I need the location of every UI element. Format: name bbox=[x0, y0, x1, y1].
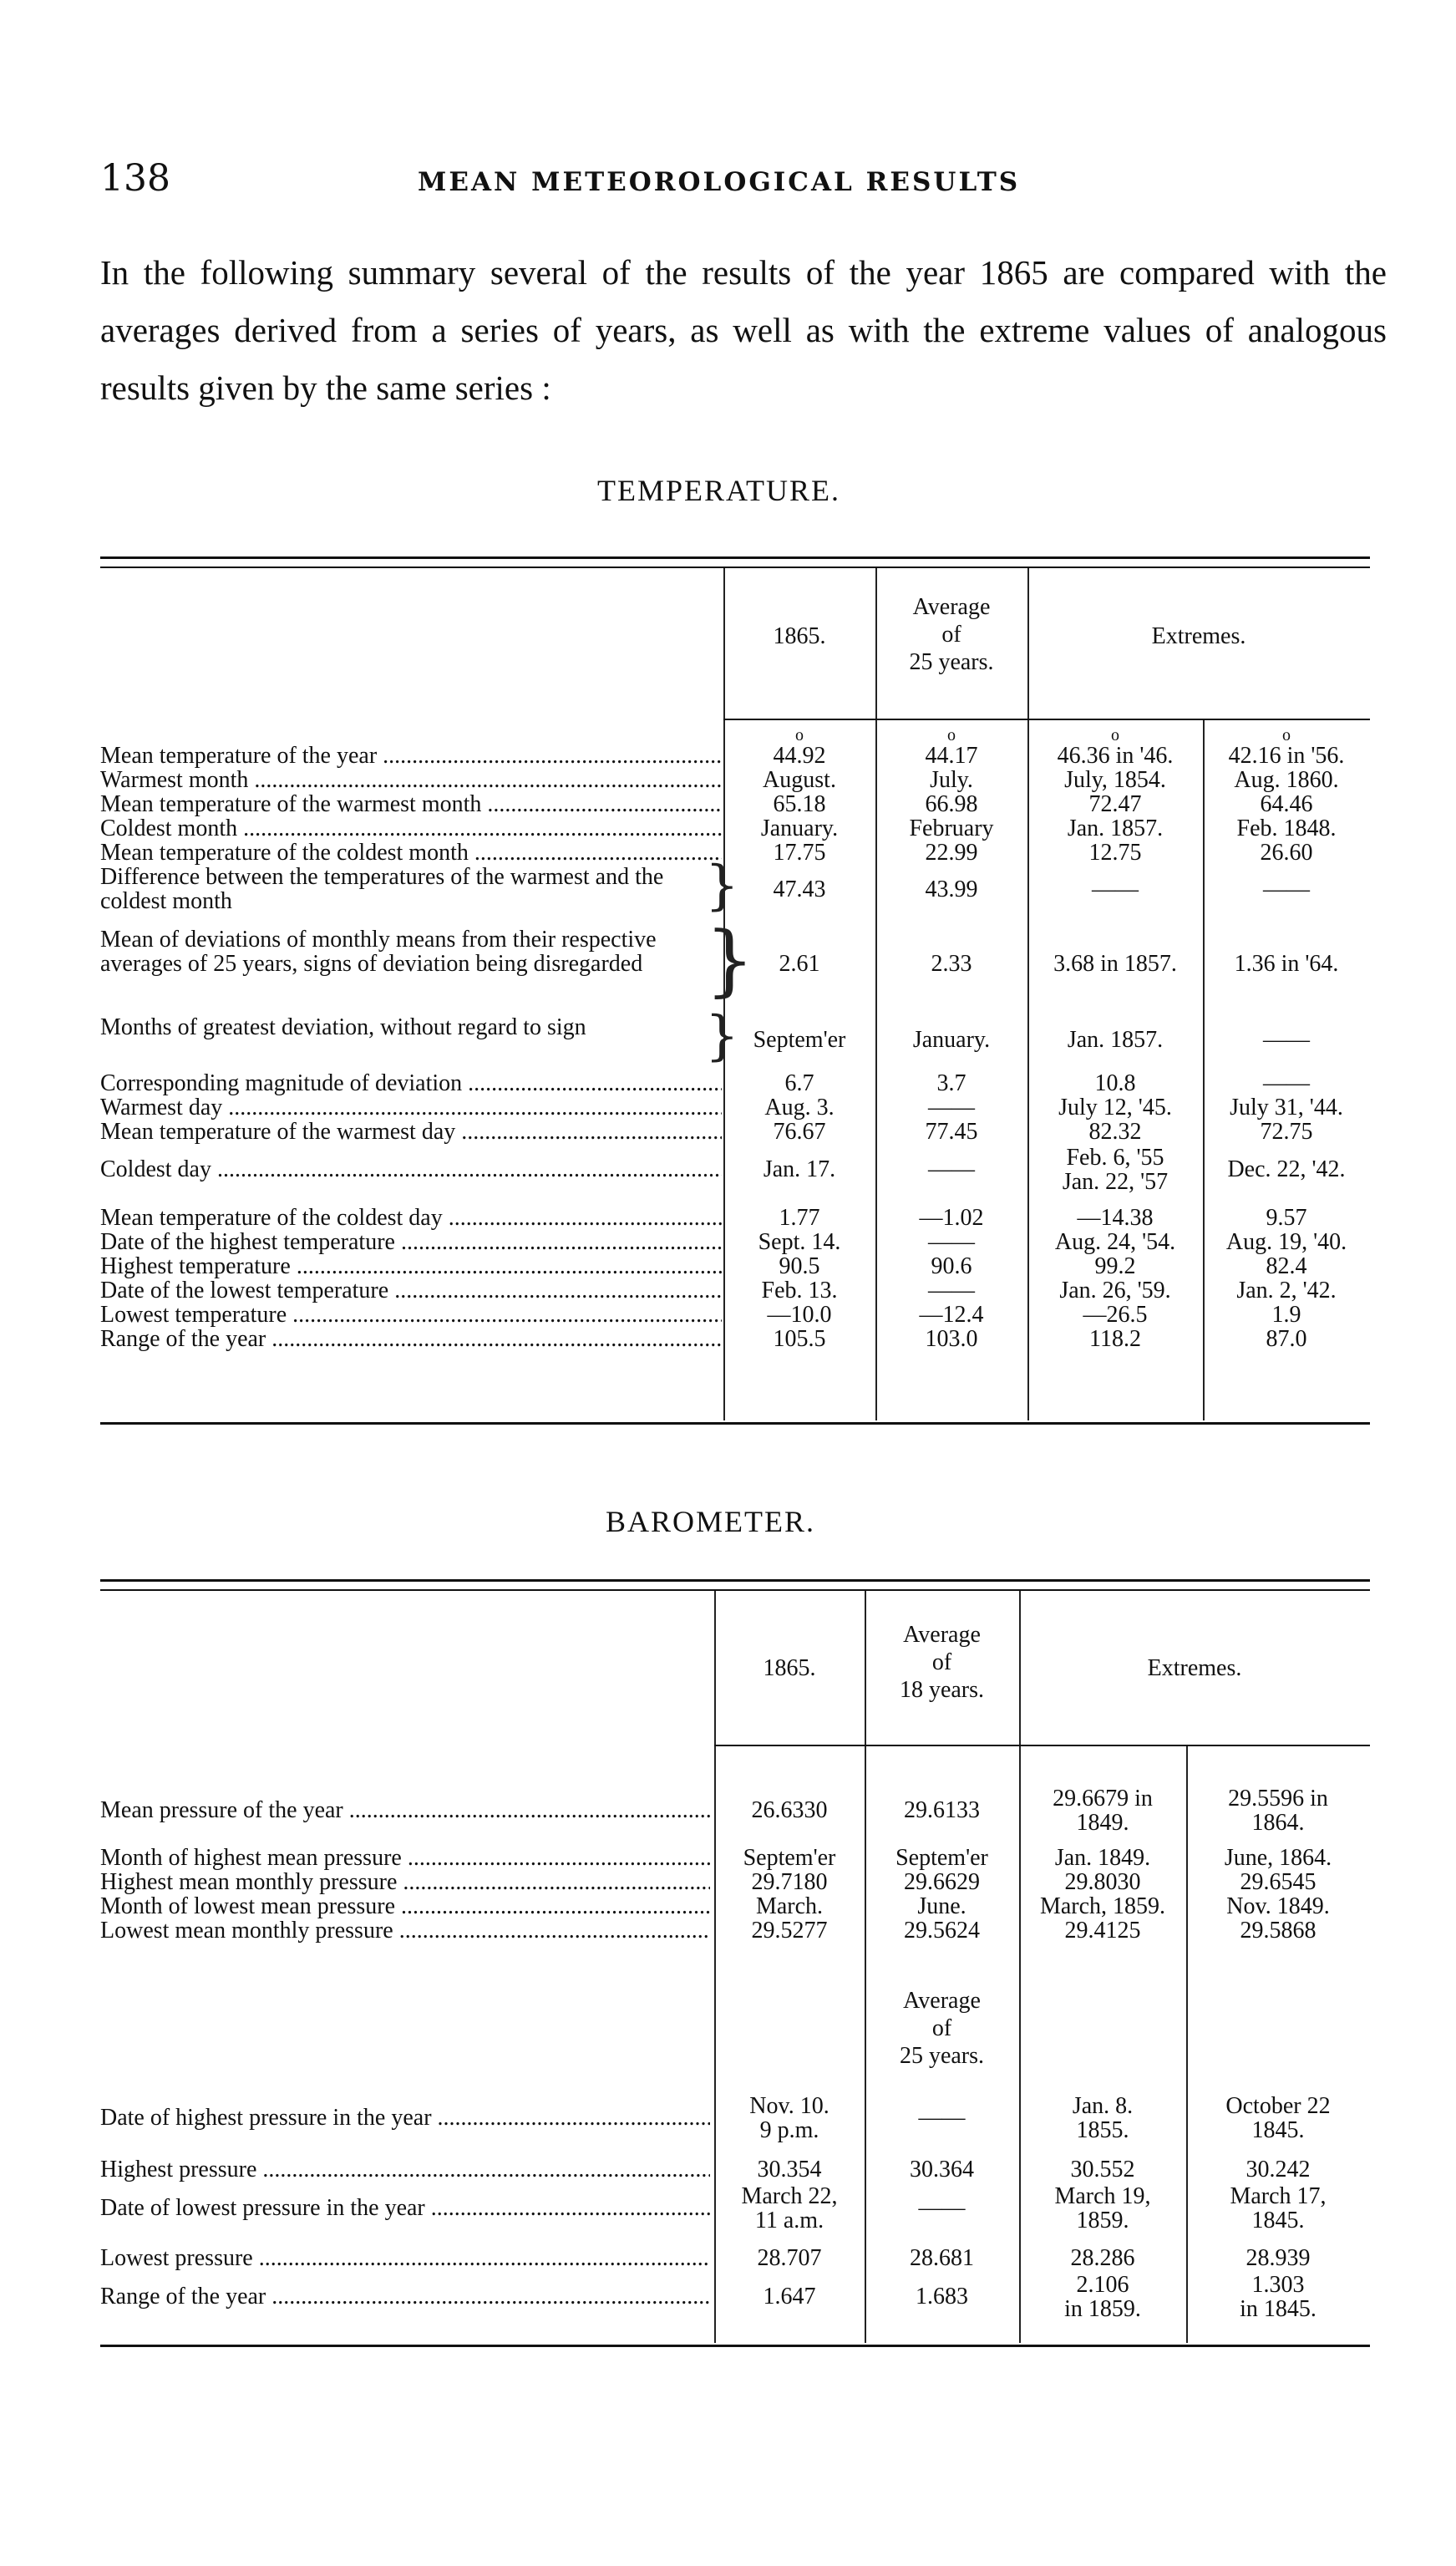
cell-ext1: 10.8 bbox=[1094, 1070, 1136, 1096]
col-header-average: Average of 18 years. bbox=[899, 1622, 985, 1703]
row-label: Month of highest mean pressure ..... bbox=[100, 1846, 710, 1870]
row-label: Coldest month ..... bbox=[100, 816, 722, 841]
cell-ext2: October 22 1845. bbox=[1225, 2092, 1331, 2143]
cell-ext2: June, 1864. bbox=[1224, 1845, 1332, 1871]
cell-ext1: Aug. 24, '54. bbox=[1054, 1229, 1176, 1255]
cell-ext1: 29.6679 in 1849. bbox=[1053, 1785, 1153, 1836]
cell-y1865: Feb. 13. bbox=[761, 1278, 838, 1303]
cell-ext1: 29.8030 bbox=[1064, 1869, 1141, 1895]
cell-y1865: Sept. 14. bbox=[758, 1229, 841, 1255]
degree-mark: o bbox=[795, 726, 804, 744]
col-header-average-25: Average of 25 years. bbox=[899, 1988, 985, 2069]
col-header-extremes: Extremes. bbox=[1151, 623, 1246, 649]
row-label: Difference between the temperatures of the warmest and the coldest month bbox=[100, 865, 664, 913]
row-label: Date of the lowest temperature ..... bbox=[100, 1278, 722, 1303]
cell-ext2: 42.16 in '56. bbox=[1228, 743, 1345, 769]
cell-ext1: 72.47 bbox=[1088, 791, 1142, 817]
header-rule bbox=[714, 1745, 1370, 1746]
cell-y1865: 2.61 bbox=[779, 951, 820, 977]
cell-y1865: 76.67 bbox=[773, 1119, 826, 1145]
cell-ext2: 30.242 bbox=[1245, 2157, 1311, 2182]
cell-ext1: 82.32 bbox=[1088, 1119, 1142, 1145]
cell-ext2: Aug. 19, '40. bbox=[1225, 1229, 1347, 1255]
cell-avg: —12.4 bbox=[919, 1302, 984, 1328]
cell-ext1: 118.2 bbox=[1089, 1326, 1141, 1352]
cell-ext1: Feb. 6, '55 Jan. 22, '57 bbox=[1062, 1144, 1169, 1195]
cell-y1865: 65.18 bbox=[773, 791, 826, 817]
cell-avg: July. bbox=[930, 767, 973, 793]
row-label: Lowest temperature ..... bbox=[100, 1303, 722, 1327]
col-header-1865: 1865. bbox=[763, 1655, 816, 1681]
cell-avg: 29.6629 bbox=[904, 1869, 980, 1895]
cell-y1865: —10.0 bbox=[767, 1302, 832, 1328]
cell-ext2: 29.5868 bbox=[1240, 1918, 1316, 1944]
cell-ext2: 1.9 bbox=[1271, 1302, 1301, 1328]
col-header-extremes: Extremes. bbox=[1147, 1655, 1242, 1681]
cell-y1865: 26.6330 bbox=[751, 1797, 828, 1823]
cell-ext1: —— bbox=[1092, 876, 1139, 902]
cell-ext2: 29.5596 in 1864. bbox=[1228, 1785, 1328, 1836]
cell-ext1: —26.5 bbox=[1083, 1302, 1148, 1328]
cell-y1865: 28.707 bbox=[757, 2245, 822, 2271]
cell-y1865: Aug. 3. bbox=[764, 1095, 835, 1120]
cell-ext1: 30.552 bbox=[1070, 2157, 1135, 2182]
cell-ext2: 1.36 in '64. bbox=[1234, 951, 1339, 977]
cell-ext1: Jan. 1849. bbox=[1054, 1845, 1151, 1871]
cell-ext2: —— bbox=[1263, 1070, 1310, 1096]
cell-avg: —— bbox=[928, 1229, 975, 1255]
row-label: Coldest day ..... bbox=[100, 1157, 722, 1181]
row-label: Mean temperature of the warmest month ..... bbox=[100, 792, 722, 816]
cell-avg: 103.0 bbox=[925, 1326, 978, 1352]
cell-y1865: 29.5277 bbox=[751, 1918, 828, 1944]
cell-avg: February bbox=[909, 816, 994, 841]
cell-avg: 66.98 bbox=[925, 791, 978, 817]
cell-ext1: 46.36 in '46. bbox=[1057, 743, 1174, 769]
row-label: Mean pressure of the year ..... bbox=[100, 1798, 710, 1822]
table-top-rule-2 bbox=[100, 567, 1370, 568]
cell-avg: Septem'er bbox=[895, 1845, 988, 1871]
row-label: Mean temperature of the year ..... bbox=[100, 744, 722, 768]
cell-avg: 28.681 bbox=[910, 2245, 974, 2271]
cell-y1865: 1.77 bbox=[779, 1205, 820, 1231]
cell-avg: —— bbox=[918, 2195, 966, 2221]
table-top-rule-2 bbox=[100, 1589, 1370, 1591]
cell-y1865: 44.92 bbox=[773, 743, 826, 769]
cell-avg: —— bbox=[918, 2105, 966, 2131]
cell-y1865: March. bbox=[755, 1893, 824, 1919]
cell-avg: 22.99 bbox=[925, 840, 978, 866]
table-top-rule bbox=[100, 1579, 1370, 1582]
cell-ext1: 2.106 in 1859. bbox=[1064, 2271, 1141, 2322]
cell-ext1: 28.286 bbox=[1070, 2245, 1135, 2271]
cell-y1865: 105.5 bbox=[773, 1326, 826, 1352]
row-label: Warmest day ..... bbox=[100, 1095, 722, 1120]
cell-avg: 44.17 bbox=[925, 743, 978, 769]
column-divider bbox=[865, 1591, 866, 2343]
row-label: Highest pressure ..... bbox=[100, 2157, 710, 2182]
running-head: MEAN METEOROLOGICAL RESULTS bbox=[418, 167, 1021, 197]
cell-avg: 1.683 bbox=[916, 2284, 968, 2309]
col-header-1865: 1865. bbox=[773, 623, 826, 649]
brace-icon: } bbox=[705, 915, 755, 1005]
cell-avg: June. bbox=[917, 1893, 966, 1919]
cell-avg: 29.6133 bbox=[904, 1797, 980, 1823]
row-label: Range of the year ..... bbox=[100, 1327, 722, 1351]
header-rule bbox=[723, 719, 1370, 720]
row-label: Range of the year ..... bbox=[100, 2284, 710, 2309]
cell-ext2: —— bbox=[1263, 876, 1310, 902]
cell-ext1: 3.68 in 1857. bbox=[1053, 951, 1177, 977]
row-label: Corresponding magnitude of deviation ..... bbox=[100, 1071, 722, 1095]
cell-ext2: —— bbox=[1263, 1026, 1310, 1053]
cell-avg: 90.6 bbox=[931, 1253, 972, 1279]
cell-ext1: March, 1859. bbox=[1039, 1893, 1166, 1919]
row-label: Mean temperature of the warmest day ..... bbox=[100, 1120, 722, 1144]
cell-y1865: 1.647 bbox=[763, 2284, 816, 2309]
cell-ext1: Jan. 1857. bbox=[1067, 816, 1164, 841]
cell-avg: 29.5624 bbox=[904, 1918, 980, 1944]
temperature-title: TEMPERATURE. bbox=[597, 474, 841, 507]
cell-ext2: 28.939 bbox=[1245, 2245, 1311, 2271]
cell-ext2: 26.60 bbox=[1260, 840, 1313, 866]
cell-ext2: Feb. 1848. bbox=[1236, 816, 1337, 841]
cell-avg: January. bbox=[912, 1026, 991, 1053]
cell-y1865: Septem'er bbox=[743, 1845, 836, 1871]
cell-ext1: July, 1854. bbox=[1064, 767, 1166, 793]
row-label: Lowest pressure ..... bbox=[100, 2246, 710, 2270]
row-label: Mean of deviations of monthly means from their respective averages of 25 years, signs of deviation being disregarded bbox=[100, 927, 657, 977]
row-label: Highest mean monthly pressure ..... bbox=[100, 1870, 710, 1894]
table-top-rule bbox=[100, 556, 1370, 559]
cell-y1865: 90.5 bbox=[779, 1253, 820, 1279]
cell-y1865: 47.43 bbox=[773, 876, 826, 902]
cell-ext2: 72.75 bbox=[1260, 1119, 1313, 1145]
cell-avg: 43.99 bbox=[925, 876, 978, 902]
cell-ext2: 1.303 in 1845. bbox=[1240, 2271, 1316, 2322]
cell-y1865: Jan. 17. bbox=[763, 1156, 836, 1182]
cell-y1865: March 22, 11 a.m. bbox=[741, 2182, 838, 2233]
cell-avg: 30.364 bbox=[910, 2157, 974, 2182]
col-header-average: Average of 25 years. bbox=[909, 594, 994, 675]
page-number: 138 bbox=[100, 157, 170, 200]
cell-ext2: 82.4 bbox=[1266, 1253, 1307, 1279]
cell-avg: —— bbox=[928, 1095, 975, 1120]
brace-icon: } bbox=[705, 855, 739, 917]
row-label: Month of lowest mean pressure ..... bbox=[100, 1894, 710, 1918]
table-bottom-rule bbox=[100, 1422, 1370, 1425]
cell-ext2: March 17, 1845. bbox=[1230, 2182, 1327, 2233]
cell-avg: —— bbox=[928, 1278, 975, 1303]
cell-y1865: 17.75 bbox=[773, 840, 826, 866]
row-label: Mean temperature of the coldest day ..... bbox=[100, 1206, 722, 1230]
row-label: Lowest mean monthly pressure ..... bbox=[100, 1918, 710, 1943]
cell-y1865: August. bbox=[763, 767, 836, 793]
cell-avg: —— bbox=[928, 1156, 975, 1182]
row-label: Mean temperature of the coldest month ..... bbox=[100, 841, 722, 865]
cell-y1865: 30.354 bbox=[757, 2157, 822, 2182]
cell-ext1: 12.75 bbox=[1088, 840, 1142, 866]
cell-ext1: Jan. 8. 1855. bbox=[1072, 2092, 1134, 2143]
cell-y1865: 6.7 bbox=[784, 1070, 814, 1096]
row-label: Highest temperature ..... bbox=[100, 1254, 722, 1278]
degree-mark: o bbox=[1282, 726, 1291, 744]
cell-ext1: Jan. 1857. bbox=[1067, 1026, 1164, 1053]
cell-y1865: 29.7180 bbox=[751, 1869, 828, 1895]
cell-avg: 2.33 bbox=[931, 951, 972, 977]
degree-mark: o bbox=[947, 726, 956, 744]
brace-icon: } bbox=[705, 1005, 739, 1067]
cell-ext1: July 12, '45. bbox=[1058, 1095, 1172, 1120]
table-bottom-rule bbox=[100, 2345, 1370, 2347]
cell-ext2: Nov. 1849. bbox=[1226, 1893, 1330, 1919]
cell-y1865: Septem'er bbox=[753, 1026, 846, 1053]
cell-ext1: Jan. 26, '59. bbox=[1059, 1278, 1171, 1303]
cell-ext2: Aug. 1860. bbox=[1234, 767, 1339, 793]
row-label: Date of the highest temperature ..... bbox=[100, 1230, 722, 1254]
cell-ext1: March 19, 1859. bbox=[1054, 2182, 1151, 2233]
cell-ext2: 64.46 bbox=[1260, 791, 1313, 817]
cell-ext1: 29.4125 bbox=[1064, 1918, 1141, 1944]
cell-ext2: July 31, '44. bbox=[1230, 1095, 1343, 1120]
cell-ext2: Dec. 22, '42. bbox=[1227, 1156, 1346, 1182]
row-label: Date of lowest pressure in the year ..... bbox=[100, 2196, 710, 2220]
cell-avg: 3.7 bbox=[936, 1070, 966, 1096]
cell-ext1: 99.2 bbox=[1094, 1253, 1136, 1279]
cell-y1865: Nov. 10. 9 p.m. bbox=[749, 2092, 829, 2143]
cell-y1865: January. bbox=[760, 816, 839, 841]
cell-ext1: —14.38 bbox=[1077, 1205, 1154, 1231]
barometer-title: BAROMETER. bbox=[606, 1505, 816, 1538]
row-label: Warmest month ..... bbox=[100, 768, 722, 792]
cell-ext2: 29.6545 bbox=[1240, 1869, 1316, 1895]
cell-ext2: 9.57 bbox=[1266, 1205, 1307, 1231]
cell-avg: 77.45 bbox=[925, 1119, 978, 1145]
degree-mark: o bbox=[1111, 726, 1119, 744]
row-label: Date of highest pressure in the year ..... bbox=[100, 2106, 710, 2130]
cell-ext2: 87.0 bbox=[1266, 1326, 1307, 1352]
intro-paragraph: In the following summary several of the results of the year 1865 are compared with the averages derived from a series of years, as well as with the extreme values of analogous results given by the same series : bbox=[100, 253, 1387, 407]
row-label: Months of greatest deviation, without regard to sign bbox=[100, 1015, 586, 1040]
cell-avg: —1.02 bbox=[919, 1205, 984, 1231]
cell-ext2: Jan. 2, '42. bbox=[1236, 1278, 1337, 1303]
